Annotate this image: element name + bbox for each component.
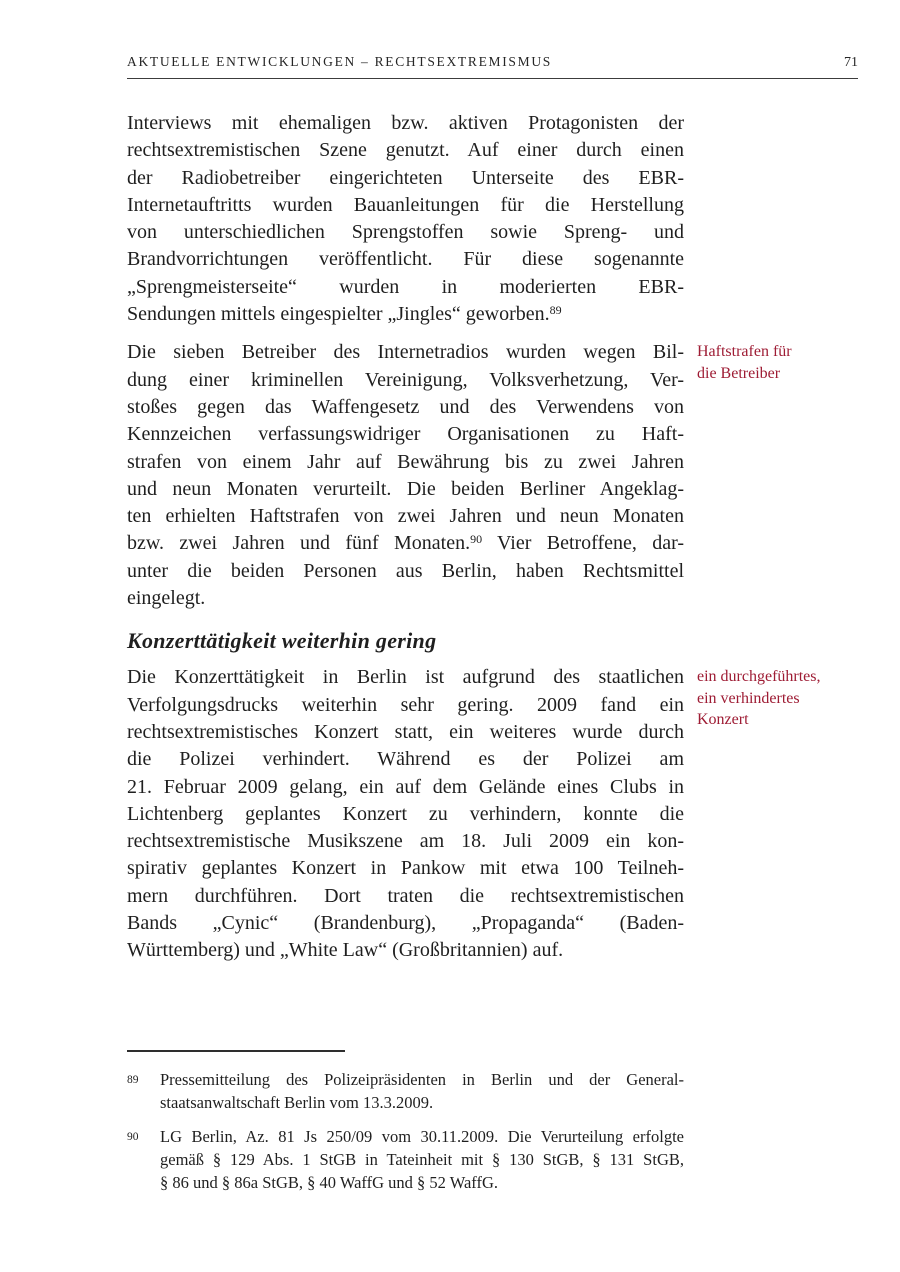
- text-line: ein verhindertes: [697, 689, 800, 707]
- text-line: Die Konzerttätigkeit in Berlin ist aufgrund des staatlichen: [127, 666, 684, 689]
- paragraph-block-1: [127, 110, 684, 328]
- text-line: bzw. zwei Jahren und fünf Monaten.$^{90}$ Vier Betroffene, dar-: [127, 532, 685, 555]
- margin-note-haftstrafen: [697, 341, 882, 384]
- text-line: die Polizei verhindert. Während es der Polizei am: [127, 748, 684, 771]
- footnote-90: [127, 1125, 684, 1195]
- running-head-title: AKTUELLE ENTWICKLUNGEN – RECHTSEXTREMISMUS: [127, 54, 552, 69]
- paragraph-block-3: [127, 664, 821, 964]
- text-line: Kennzeichen verfassungswidriger Organisationen zu Haft-: [127, 423, 684, 446]
- text-line: und neun Monaten verurteilt. Die beiden Berliner Angeklag-: [127, 477, 684, 500]
- text-line: der Radiobetreiber eingerichteten Unterseite des EBR-: [127, 166, 684, 189]
- text-line: Lichtenberg geplantes Konzert zu verhindern, konnte die: [127, 802, 684, 825]
- text-line: Sendungen mittels eingespielter „Jingles“ geworben.$^{89}$: [127, 303, 562, 326]
- footnote-89: [127, 1068, 684, 1115]
- margin-note-konzert: [697, 666, 882, 731]
- text-line: gemäß § 129 Abs. 1 StGB in Tateinheit mit § 130 StGB, § 131 StGB,: [160, 1149, 684, 1169]
- footnote-separator: [127, 1050, 345, 1052]
- text-line: stoßes gegen das Waffengesetz und des Verwendens von: [127, 395, 684, 418]
- text-line: rechtsextremistischen Szene genutzt. Auf einer durch einen: [127, 139, 684, 162]
- footnote-text: [160, 1125, 684, 1195]
- text-line: strafen von einem Jahr auf Bewährung bis zu zwei Jahren: [127, 450, 684, 473]
- page-header: [127, 54, 858, 79]
- text-line: staatsanwaltschaft Berlin vom 13.3.2009.: [160, 1093, 434, 1113]
- text-line: Haftstrafen für: [697, 343, 792, 361]
- text-line: Die sieben Betreiber des Internetradios wurden wegen Bil-: [127, 341, 684, 364]
- text-line: 21. Februar 2009 gelang, ein auf dem Gelände eines Clubs in: [127, 775, 684, 798]
- body-column: [127, 110, 821, 965]
- text-line: Brandvorrichtungen veröffentlicht. Für diese sogenannte: [127, 248, 684, 271]
- text-line: Verfolgungsdrucks weiterhin sehr gering. 2009 fand ein: [127, 693, 684, 716]
- text-line: die Betreiber: [697, 364, 781, 382]
- text-line: LG Berlin, Az. 81 Js 250/09 vom 30.11.2009. Die Verurteilung erfolgte: [160, 1126, 684, 1146]
- text-line: unter die beiden Personen aus Berlin, haben Rechtsmittel: [127, 559, 684, 582]
- text-line: ein durchgeführtes,: [697, 668, 821, 686]
- paragraph-1: [127, 110, 684, 328]
- text-line: mern durchführen. Dort traten die rechtsextremistischen: [127, 884, 684, 907]
- text-line: rechtsextremistische Musikszene am 18. Juli 2009 ein kon-: [127, 830, 684, 853]
- text-line: Interviews mit ehemaligen bzw. aktiven Protagonisten der: [127, 112, 684, 134]
- text-line: „Sprengmeisterseite“ wurden in moderierten EBR-: [127, 275, 684, 298]
- paragraph-3: [127, 664, 684, 964]
- footnote-marker: 90: [127, 1130, 139, 1143]
- footnote-text: [160, 1068, 684, 1115]
- page-number: 71: [844, 55, 858, 70]
- text-line: eingelegt.: [127, 587, 206, 610]
- text-line: dung einer kriminellen Vereinigung, Volksverhetzung, Ver-: [127, 368, 684, 391]
- text-line: Konzert: [697, 711, 749, 729]
- text-line: von unterschiedlichen Sprengstoffen sowie Spreng- und: [127, 221, 684, 244]
- text-line: Internetauftritts wurden Bauanleitungen für die Herstellung: [127, 193, 684, 216]
- text-line: Pressemitteilung des Polizeipräsidenten in Berlin und der General-: [160, 1070, 684, 1089]
- text-line: § 86 und § 86a StGB, § 40 WaffG und § 52 WaffG.: [160, 1173, 499, 1193]
- text-line: Bands „Cynic“ (Brandenburg), „Propaganda“ (Baden-: [127, 912, 684, 935]
- paragraph-block-2: [127, 339, 792, 612]
- text-line: rechtsextremistisches Konzert statt, ein weiteres wurde durch: [127, 720, 684, 743]
- text-line: Württemberg) und „White Law“ (Großbritannien) auf.: [127, 939, 564, 962]
- footnote-marker: 89: [127, 1074, 139, 1086]
- text-line: spirativ geplantes Konzert in Pankow mit etwa 100 Teilneh-: [127, 857, 684, 880]
- footnote-area: [127, 1050, 684, 1204]
- text-line: ten erhielten Haftstrafen von zwei Jahren und neun Monaten: [127, 505, 684, 528]
- paragraph-2: [127, 339, 684, 612]
- section-heading: Konzerttätigkeit weiterhin gering: [127, 628, 437, 654]
